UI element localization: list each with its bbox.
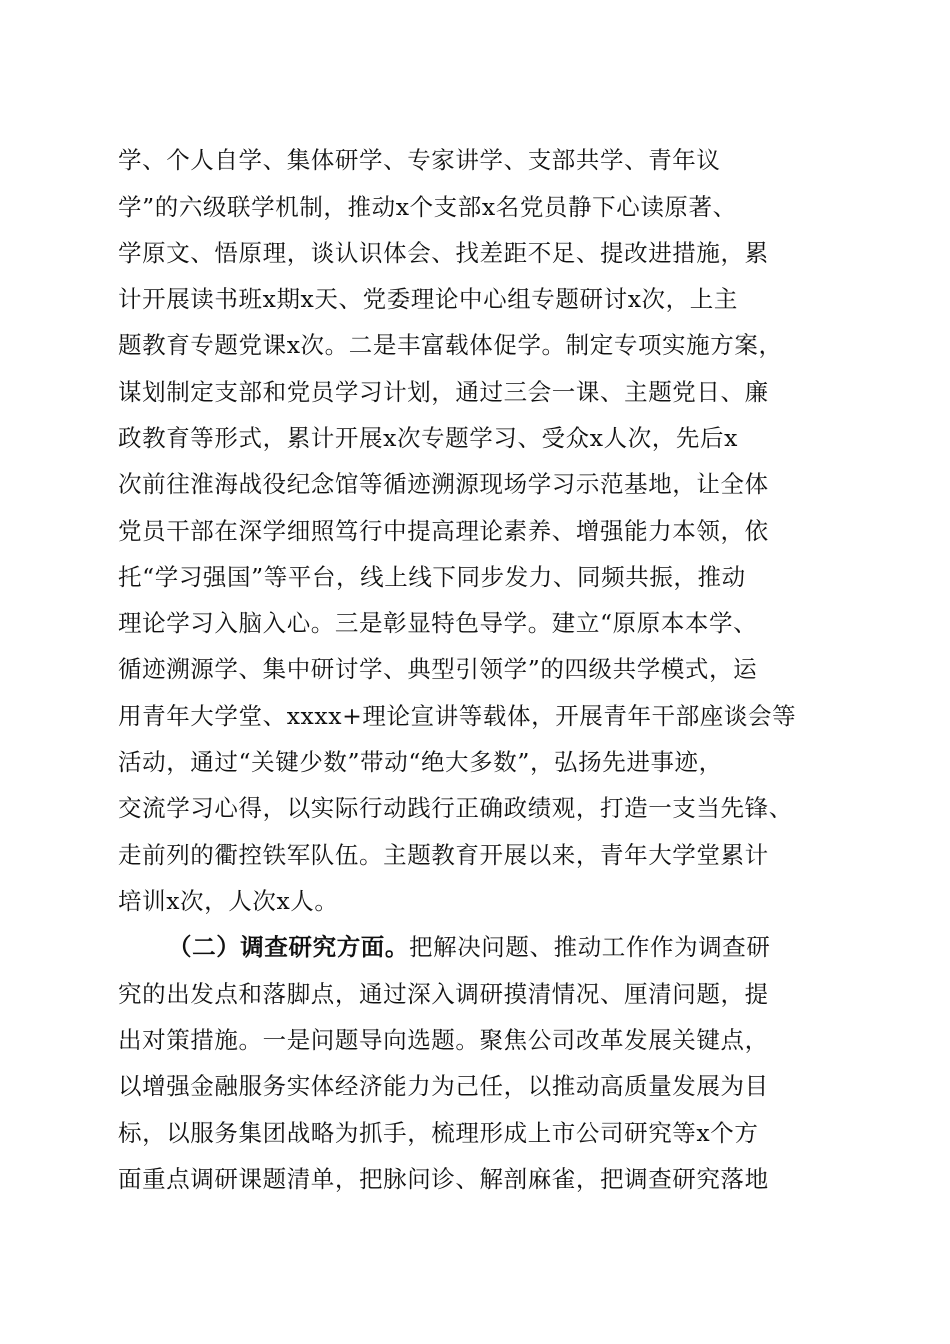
body-text-line: 政教育等形式，累计开展x次专题学习、受众x人次，先后x xyxy=(118,424,738,452)
body-text-line: 交流学习心得，以实际行动践行正确政绩观，打造一支当先锋、 xyxy=(118,794,793,822)
body-text-line: 标，以服务集团战略为抓手，梳理形成上市公司研究等x个方 xyxy=(118,1119,759,1147)
body-text-line: 走前列的衢控铁军队伍。主题教育开展以来，青年大学堂累计 xyxy=(118,841,769,869)
body-text-line: 用青年大学堂、xxxx+理论宣讲等载体，开展青年干部座谈会等 xyxy=(118,702,797,730)
body-text-line: 循迹溯源学、集中研讨学、典型引领学”的四级共学模式，运 xyxy=(118,655,758,683)
body-text-line: 活动，通过“关键少数”带动“绝大多数”，弘扬先进事迹， xyxy=(118,748,723,776)
body-text-line: 党员干部在深学细照笃行中提高理论素养、增强能力本领，依 xyxy=(118,517,769,545)
body-text-line: 次前往淮海战役纪念馆等循迹溯源现场学习示范基地，让全体 xyxy=(118,470,769,498)
section-2-text: 把解决问题、推动工作作为调查研 xyxy=(409,933,771,961)
body-text-line: 面重点调研课题清单，把脉问诊、解剖麻雀，把调查研究落地 xyxy=(118,1165,769,1193)
body-text-line: 出对策措施。一是问题导向选题。聚焦公司改革发展关键点， xyxy=(118,1026,769,1054)
body-text-line: 题教育专题党课x次。二是丰富载体促学。制定专项实施方案， xyxy=(118,331,783,359)
body-text-line: 学、个人自学、集体研学、专家讲学、支部共学、青年议 xyxy=(118,146,721,174)
body-text-line: 计开展读书班x期x天、党委理论中心组专题研讨x次，上主 xyxy=(118,285,738,313)
body-text-line: 培训x次，人次x人。 xyxy=(118,887,339,915)
body-text-line: 究的出发点和落脚点，通过深入调研摸清情况、厘清问题，提 xyxy=(118,980,769,1008)
body-text-line: 以增强金融服务实体经济能力为己任，以推动高质量发展为目 xyxy=(118,1072,769,1100)
body-text-line: 学原文、悟原理，谈认识体会、找差距不足、提改进措施，累 xyxy=(118,239,769,267)
body-text-line: 托“学习强国”等平台，线上线下同步发力、同频共振，推动 xyxy=(118,563,746,591)
section-2-first-line xyxy=(168,924,848,970)
body-text-line: 学”的六级联学机制，推动x个支部x名党员静下心读原著、 xyxy=(118,193,737,221)
body-text-line: 谋划制定支部和党员学习计划，通过三会一课、主题党日、廉 xyxy=(118,378,769,406)
body-text-line: 理论学习入脑入心。三是彰显特色导学。建立“原原本本学、 xyxy=(118,609,758,637)
section-2-heading: （二）调查研究方面。 xyxy=(168,933,409,961)
